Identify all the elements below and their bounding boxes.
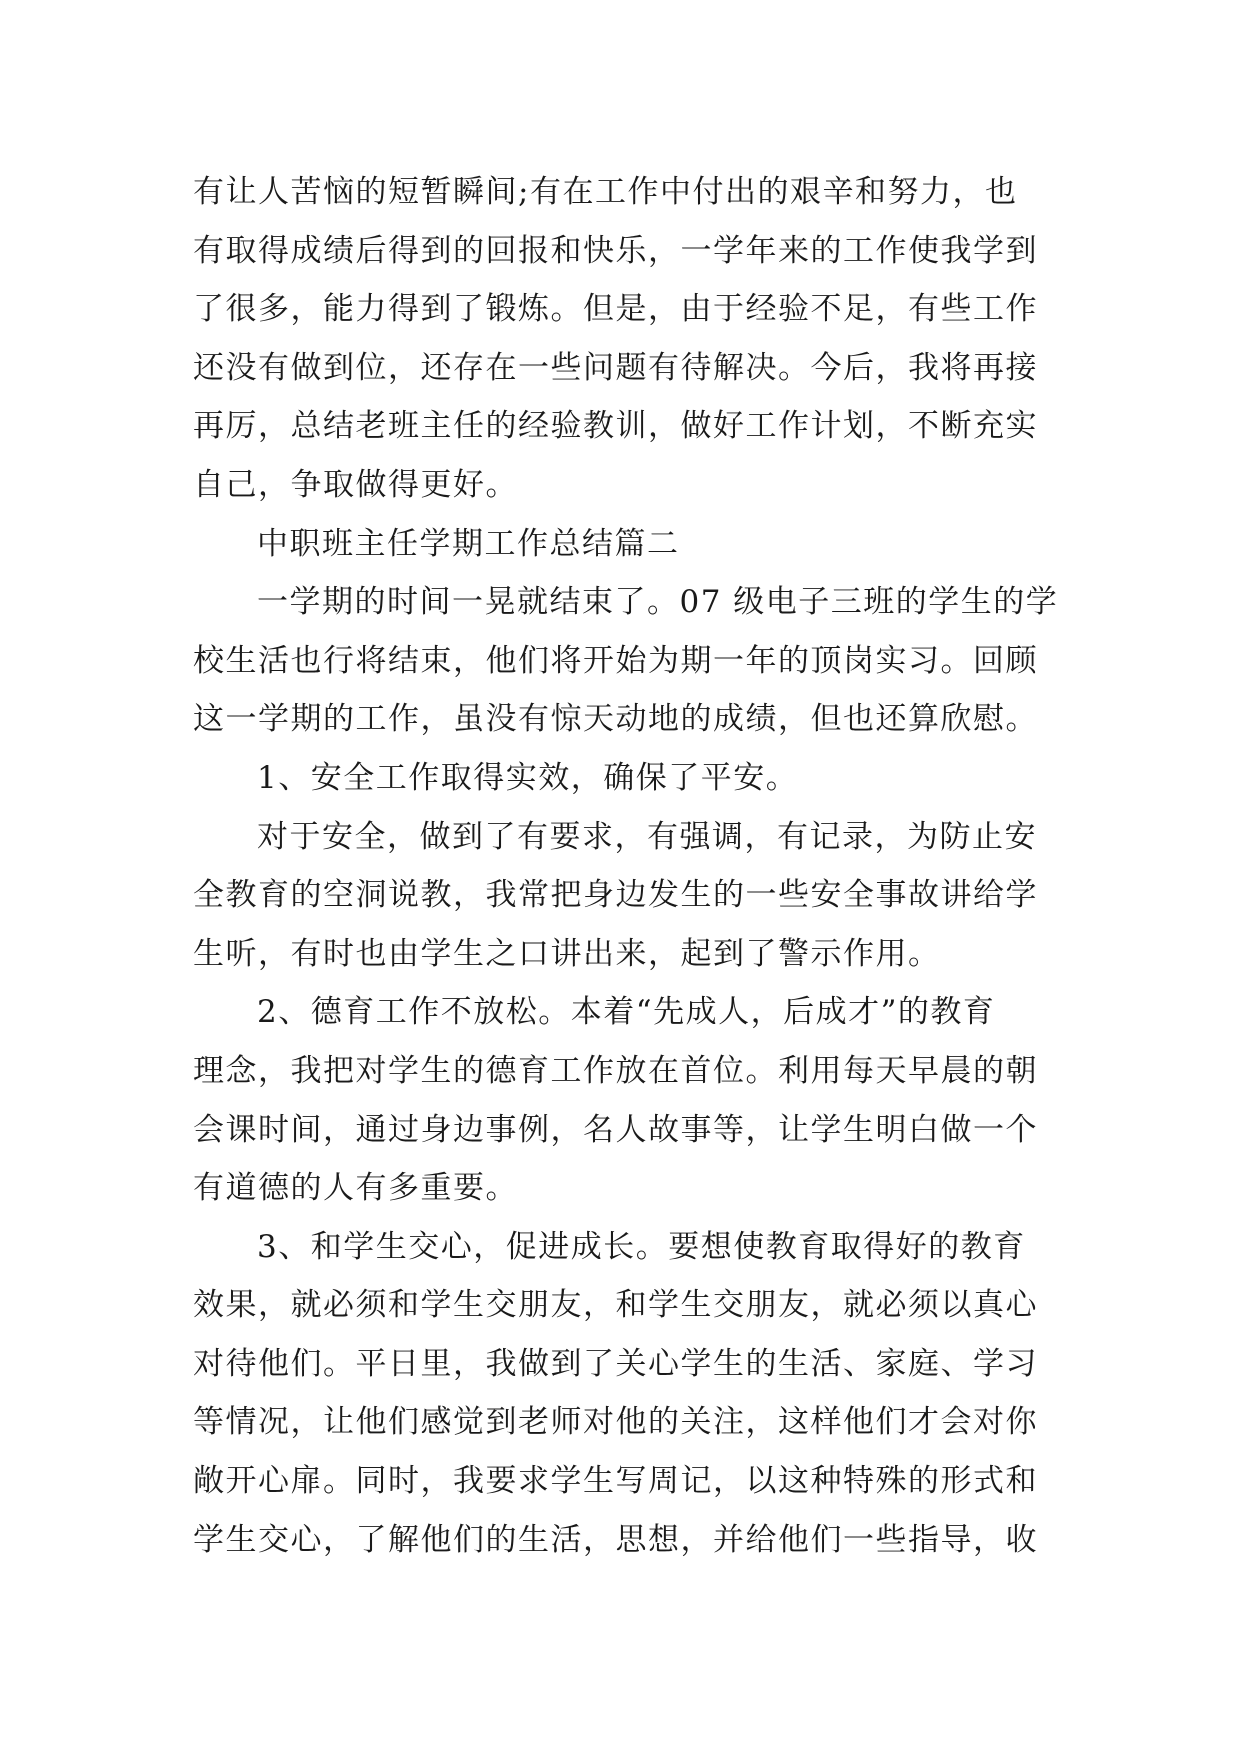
text-line: 对待他们。平日里，我做到了关心学生的生活、家庭、学习 [193,1345,1038,1382]
text-line: 敞开心扉。同时，我要求学生写周记，以这种特殊的形式和 [193,1463,1038,1500]
text-line: 理念，我把对学生的德育工作放在首位。利用每天早晨的朝 [193,1052,1038,1089]
text-line: 有道德的人有多重要。 [193,1170,518,1207]
text-line: 校生活也行将结束，他们将开始为期一年的顶岗实习。回顾 [193,642,1038,679]
text-line: 生听，有时也由学生之口讲出来，起到了警示作用。 [193,935,941,972]
text-line: 全教育的空洞说教，我常把身边发生的一些安全事故讲给学 [193,877,1038,914]
text-line: 会课时间，通过身边事例，名人故事等，让学生明白做一个 [193,1111,1038,1148]
text-line: 了很多，能力得到了锻炼。但是，由于经验不足，有些工作 [193,291,1038,328]
text-line: 这一学期的工作，虽没有惊天动地的成绩，但也还算欣慰。 [193,701,1038,738]
paragraph-start: 对于安全，做到了有要求，有强调，有记录，为防止安 [257,818,1037,855]
text-line: 有让人苦恼的短暂瞬间;有在工作中付出的艰辛和努力，也 [193,174,1018,210]
text-line: 等情况，让他们感觉到老师对他的关注，这样他们才会对你 [193,1404,1038,1441]
text-line: 自己，争取做得更好。 [193,466,518,503]
text-line: 有取得成绩后得到的回报和快乐，一学年来的工作使我学到 [193,232,1038,269]
section-heading: 中职班主任学期工作总结篇二 [257,525,680,562]
text-line: 效果，就必须和学生交朋友，和学生交朋友，就必须以真心 [193,1287,1038,1324]
document-body [193,163,1065,1569]
paragraph-start: 3、和学生交心，促进成长。要想使教育取得好的教育 [257,1228,1026,1265]
text-line: 学生交心，了解他们的生活，思想，并给他们一些指导，收 [193,1521,1038,1558]
text-line: 还没有做到位，还存在一些问题有待解决。今后，我将再接 [193,349,1038,386]
list-item-heading: 1、安全工作取得实效，确保了平安。 [257,759,799,796]
text-line: 再厉，总结老班主任的经验教训，做好工作计划，不断充实 [193,408,1038,445]
paragraph-start: 2、德育工作不放松。本着“先成人，后成才”的教育 [257,994,996,1031]
paragraph-start: 一学期的时间一晃就结束了。07 级电子三班的学生的学 [257,584,1059,621]
